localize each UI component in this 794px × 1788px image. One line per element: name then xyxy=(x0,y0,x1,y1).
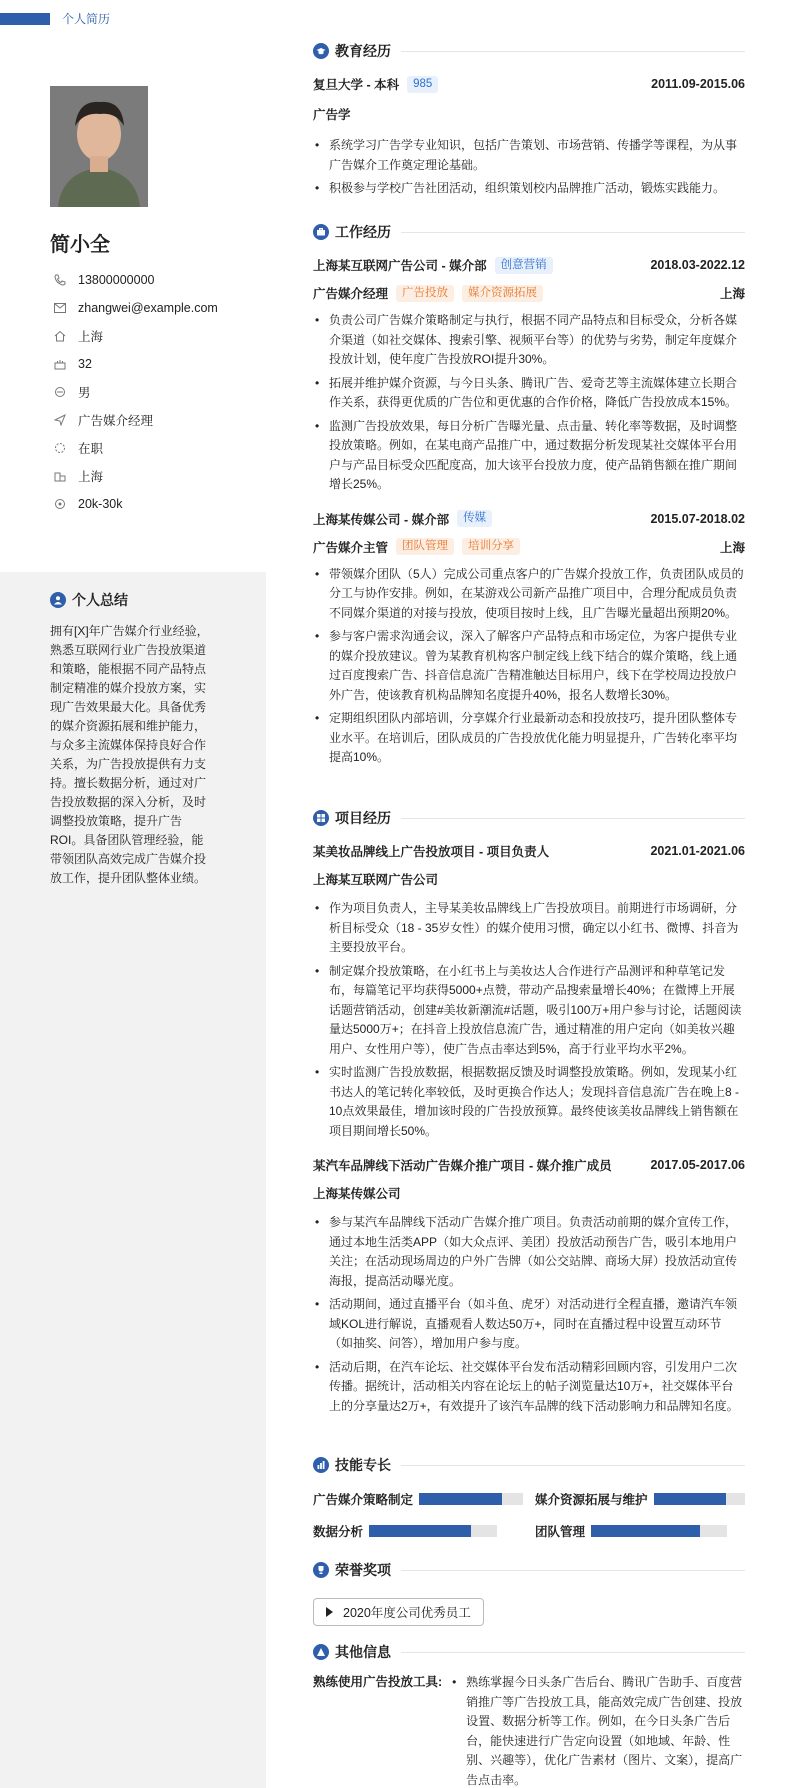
grid-icon xyxy=(313,810,329,826)
project-bullets xyxy=(313,1213,745,1416)
project-row xyxy=(313,841,745,861)
person-icon xyxy=(50,592,66,608)
role-row xyxy=(313,283,745,303)
skill-bar xyxy=(591,1525,727,1537)
position-value: 广告媒介经理 xyxy=(78,414,154,428)
other-label: 熟练使用广告投放工具: xyxy=(313,1675,443,1689)
work-section xyxy=(313,221,745,772)
divider xyxy=(401,51,745,52)
list-item: • 活动期间，通过直播平台（如斗鱼、虎牙）对活动进行全程直播，邀请汽车领域KOL进行解说，直播观看人数达50万+，同时在直播过程中设置互动环节（如抽奖、问答），增加用户参与度。 xyxy=(313,1295,745,1354)
skills-section xyxy=(313,1454,745,1476)
list-item: • 制定媒介投放策略，在小红书上与美妆达人合作进行产品测评和种草笔记发布，每篇笔记平均获得5000+点赞，带动产品搜索量增长40%；在微博上开展话题营销活动，创建#美妆新潮流#话题，吸引100万+用户参与讨论，话题阅读量达5000万+；在抖音上投放信息流广告，通过精准的用户定向（如美妆兴趣用户、女性用户等），使广告点击率达到5%，高于行业平均水平2%。 xyxy=(313,962,745,1060)
job-city: 上海 xyxy=(719,287,745,301)
job-company: 上海某互联网广告公司 - 媒介部 xyxy=(313,259,487,273)
list-item: • 系统学习广告学专业知识，包括广告策划、市场营销、传播学等课程，为从事广告媒介工作奠定理论基础。 xyxy=(313,136,745,175)
skill-fill xyxy=(591,1525,700,1537)
phone-value: 13800000000 xyxy=(78,273,155,287)
job-company: 上海某传媒公司 - 媒介部 xyxy=(313,512,450,527)
list-item: • 熟练掌握今日头条广告后台、腾讯广告助手、百度营销推广等广告投放工具，能高效完成广告创建、投放设置、数据分析等工作。例如，在今日头条广告后台，能快速进行广告定向设置（如地域、年龄、性别、兴趣等），优化广告素材（图片、文案），提高广告点击率。 xyxy=(450,1673,745,1788)
summary-header xyxy=(50,590,128,610)
job-period: 2018.03-2022.12 xyxy=(650,258,745,272)
school-name: 复旦大学 - 本科 xyxy=(313,78,400,92)
bar-chart-icon xyxy=(313,1457,329,1473)
list-item: • 定期组织团队内部培训，分享媒介行业最新动态和投放技巧，提升团队整体专业水平。在培训后，团队成员的广告投放优化能力明显提升，广告转化率平均提高10%。 xyxy=(313,709,745,768)
info-salary xyxy=(50,490,260,518)
list-item: • 负责公司广告媒介策略制定与执行，根据不同产品特点和目标受众，分析各媒介渠道（如社交媒体、搜索引擎、视频平台等）的优势与劣势，制定年度媒介投放计划，使年度广告投放ROI提升30%。 xyxy=(313,311,745,370)
profile-name: 简小全 xyxy=(50,234,110,256)
education-period: 2011.09-2015.06 xyxy=(651,77,745,91)
position-icon xyxy=(50,414,70,426)
work-title: 工作经历 xyxy=(335,224,391,240)
award-label: 2020年度公司优秀员工 xyxy=(343,1606,471,1620)
job-tag: 创意营销 xyxy=(495,257,553,274)
job-bullets xyxy=(313,311,745,495)
city-value: 上海 xyxy=(78,470,104,484)
skill-item xyxy=(313,1522,497,1540)
info-position xyxy=(50,406,260,434)
age-value: 32 xyxy=(78,357,92,371)
skill-label: 媒介资源拓展与维护 xyxy=(535,1493,648,1507)
projects-header xyxy=(313,807,745,829)
awards-section xyxy=(313,1559,745,1581)
play-icon xyxy=(326,1607,333,1617)
list-item: • 活动后期，在汽车论坛、社交媒体平台发布活动精彩回顾内容，引发用户二次传播。据统计，活动相关内容在论坛上的帖子浏览量达10万+，社交媒体平台上的分享量达2万+，有效提升了该汽车品牌的线下活动影响力和品牌知名度。 xyxy=(313,1358,745,1417)
role-tag: 广告投放 xyxy=(396,285,454,302)
skill-bar xyxy=(369,1525,497,1537)
list-item: • 作为项目负责人，主导某美妆品牌线上广告投放项目。前期进行市场调研，分析目标受众（18 - 35岁女性）的媒介使用习惯，确定以小红书、微博、抖音为主要投放平台。 xyxy=(313,899,745,958)
education-section xyxy=(313,40,745,203)
email-value: zhangwei@example.com xyxy=(78,301,218,315)
project-name: 某美妆品牌线上广告投放项目 - 项目负责人 xyxy=(313,845,550,859)
project-org-row xyxy=(313,869,745,889)
skill-bar xyxy=(419,1493,523,1505)
projects-title: 项目经历 xyxy=(335,810,391,826)
info-phone xyxy=(50,266,260,294)
info-email xyxy=(50,294,260,322)
info-home xyxy=(50,322,260,350)
project-row xyxy=(313,1155,745,1175)
job-period: 2015.07-2018.02 xyxy=(650,511,745,526)
skills-header xyxy=(313,1454,745,1476)
email-icon xyxy=(50,303,70,313)
briefcase-icon xyxy=(313,224,329,240)
info-city xyxy=(50,462,260,490)
divider xyxy=(401,1465,745,1466)
job-bullets xyxy=(313,565,745,768)
avatar xyxy=(50,86,148,207)
skill-item xyxy=(535,1490,745,1508)
education-title: 教育经历 xyxy=(335,43,391,59)
divider xyxy=(401,232,745,233)
project-org: 上海某互联网广告公司 xyxy=(313,873,439,887)
awards-title: 荣誉奖项 xyxy=(335,1562,391,1578)
list-item: • 拓展并维护媒介资源，与今日头条、腾讯广告、爱奇艺等主流媒体建立长期合作关系，获得更优质的广告位和更优惠的合作价格，降低广告投放成本15%。 xyxy=(313,374,745,413)
role-row xyxy=(313,537,745,557)
project-name: 某汽车品牌线下活动广告媒介推广项目 - 媒介推广成员 xyxy=(313,1159,612,1173)
gender-value: 男 xyxy=(78,386,91,400)
skill-label: 团队管理 xyxy=(535,1525,586,1539)
role-tag: 媒介资源拓展 xyxy=(462,285,543,302)
other-section xyxy=(313,1641,745,1788)
divider xyxy=(401,1652,745,1653)
role-tag: 培训分享 xyxy=(462,538,520,555)
project-org: 上海某传媒公司 xyxy=(313,1187,401,1201)
info-age xyxy=(50,350,260,378)
salary-icon xyxy=(50,498,70,510)
info-gender xyxy=(50,378,260,406)
education-row xyxy=(313,74,745,94)
skill-fill xyxy=(654,1493,727,1505)
job-tag: 传媒 xyxy=(457,510,492,527)
summary-text: 拥有[X]年广告媒介行业经验，熟悉互联网行业广告投放渠道和策略，能根据不同产品特点制定精准的媒介投放方案，实现广告效果最大化。具备优秀的媒介资源拓展和维护能力，与众多主流媒体保持良好合作关系，为广告投放提供有力支持。擅长数据分析，通过对广告投放数据的深入分析，及时调整投放策略，提升广告ROI。具备团队管理经验，能带领团队高效完成广告媒介投放工作，提升团队整体业绩。 xyxy=(50,624,209,885)
skill-item xyxy=(535,1522,727,1540)
list-item: • 积极参与学校广告社团活动，组织策划校内品牌推广活动，锻炼实践能力。 xyxy=(313,179,745,199)
projects-section xyxy=(313,807,745,1420)
other-header xyxy=(313,1641,745,1663)
awards-header xyxy=(313,1559,745,1581)
skill-item xyxy=(313,1490,523,1508)
project-period: 2021.01-2021.06 xyxy=(650,844,745,858)
project-period: 2017.05-2017.06 xyxy=(650,1158,745,1172)
contact-list xyxy=(50,266,260,518)
work-header xyxy=(313,221,745,243)
skill-fill xyxy=(419,1493,502,1505)
list-item: • 参与某汽车品牌线下活动广告媒介推广项目。负责活动前期的媒介宣传工作，通过本地生活类APP（如大众点评、美团）投放活动预告广告，吸引本地用户关注；在活动现场周边的户外广告牌（如公交站牌、商场大屏）投放活动宣传海报，提高活动曝光度。 xyxy=(313,1213,745,1291)
project-bullets xyxy=(313,899,745,1141)
skill-fill xyxy=(369,1525,471,1537)
divider xyxy=(401,1570,745,1571)
job-city: 上海 xyxy=(719,540,745,555)
city-icon xyxy=(50,470,70,482)
skill-bar xyxy=(654,1493,745,1505)
summary-title: 个人总结 xyxy=(72,592,128,608)
project-org-row xyxy=(313,1183,745,1203)
school-tag: 985 xyxy=(407,76,438,93)
other-title: 其他信息 xyxy=(335,1644,391,1660)
status-icon xyxy=(50,442,70,454)
job-role: 广告媒介经理 xyxy=(313,287,389,301)
divider xyxy=(401,818,745,819)
role-tag: 团队管理 xyxy=(396,538,454,555)
top-bar xyxy=(0,0,794,34)
list-item: • 监测广告投放效果，每日分析广告曝光量、点击量、转化率等数据，及时调整投放策略。例如，在某电商产品推广中，通过数据分析发现某社交媒体平台用户与产品目标受众匹配度高，加大该平台投放力度，使产品销售额在推广期间增长25%。 xyxy=(313,417,745,495)
list-item: • 实时监测广告投放数据，根据数据反馈及时调整投放策略。例如，发现某小红书达人的笔记转化率较低，及时更换合作达人；发现抖音信息流广告在晚上8 - 10点效果最佳，增加该时段的广告投放预算。最终使该美妆品牌线上销售额在项目期间增长50%。 xyxy=(313,1063,745,1141)
skills-title: 技能专长 xyxy=(335,1457,391,1473)
home-icon xyxy=(50,330,70,342)
list-item: • 带领媒介团队（5人）完成公司重点客户的广告媒介投放工作，负责团队成员的分工与协作安排。例如，在某游戏公司新产品推广项目中，合理分配成员负责不同媒介渠道的对接与投放，使项目按时上线，且广告曝光量超出预期20%。 xyxy=(313,565,745,624)
skill-label: 广告媒介策略制定 xyxy=(313,1493,414,1507)
salary-value: 20k-30k xyxy=(78,497,123,511)
accent-bar xyxy=(0,13,50,25)
education-header xyxy=(313,40,745,62)
page-title: 个人简历 xyxy=(62,12,111,26)
award-item xyxy=(313,1598,484,1626)
home-value: 上海 xyxy=(78,330,104,344)
job-row xyxy=(313,509,745,529)
phone-icon xyxy=(50,274,70,286)
job-role: 广告媒介主管 xyxy=(313,540,389,555)
major-row xyxy=(313,104,745,124)
gender-icon xyxy=(50,386,70,398)
major: 广告学 xyxy=(313,108,351,122)
info-icon xyxy=(313,1644,329,1660)
trophy-icon xyxy=(313,1562,329,1578)
job-row xyxy=(313,255,745,275)
status-value: 在职 xyxy=(78,442,104,456)
list-item: • 参与客户需求沟通会议，深入了解客户产品特点和市场定位，为客户提供专业的媒介投放建议。曾为某教育机构客户制定线上线下结合的媒介策略，线上通过百度搜索广告、抖音信息流广告精准触达目标用户，线下在学校周边投放户外广告，使该教育机构品牌知名度提升40%，报名人数增长30%。 xyxy=(313,627,745,705)
other-row xyxy=(313,1673,745,1788)
graduation-cap-icon xyxy=(313,43,329,59)
info-status xyxy=(50,434,260,462)
education-bullets xyxy=(313,136,745,199)
age-icon xyxy=(50,358,70,370)
skill-label: 数据分析 xyxy=(313,1525,364,1539)
